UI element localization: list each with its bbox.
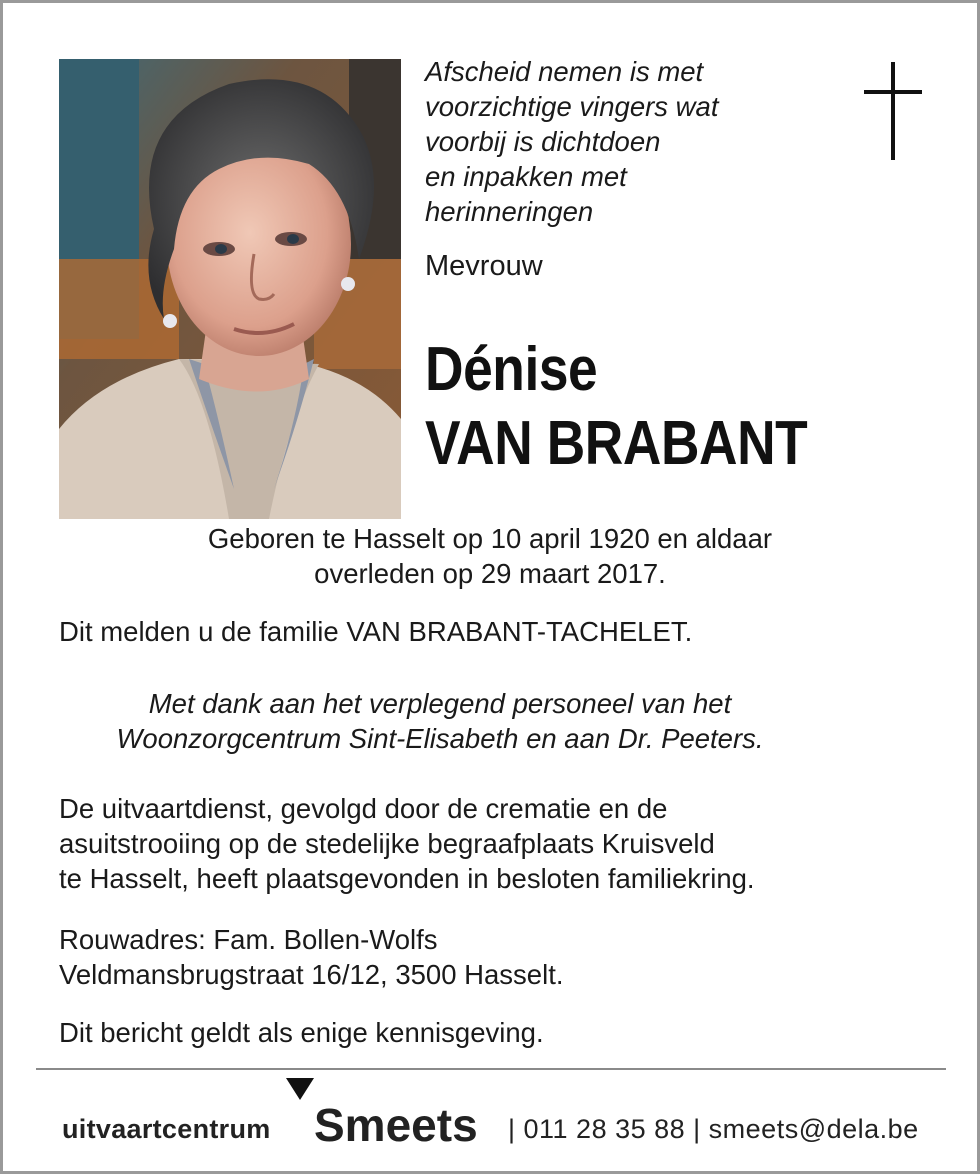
poem-line: voorzichtige vingers wat [425, 91, 719, 122]
poem-line: voorbij is dichtdoen [425, 126, 661, 157]
portrait-photo [59, 59, 401, 519]
poem-line: Afscheid nemen is met [425, 56, 704, 87]
thanks-note [0, 686, 930, 756]
birth-death-line: Geboren te Hasselt op 10 april 1920 en aldaar [207, 523, 773, 554]
honorific: Mevrouw [425, 250, 543, 282]
funeral-line: asuitstrooiing op de stedelijke begraafplaats Kruisveld [59, 828, 715, 859]
last-name: VAN BRABANT [425, 409, 808, 478]
funeral-home-label: uitvaartcentrum [62, 1114, 271, 1144]
poem-line: herinneringen [425, 196, 594, 227]
closing-note: Dit bericht geldt als enige kennisgeving. [59, 1017, 544, 1048]
poem [425, 54, 718, 229]
birth-death-info [0, 521, 980, 591]
poem-line: en inpakken met [425, 161, 627, 192]
funeral-home-footer [62, 1098, 942, 1158]
mourning-address [59, 922, 563, 992]
funeral-paragraph [59, 791, 755, 896]
address-line: Rouwadres: Fam. Bollen-Wolfs [59, 924, 438, 955]
first-name: Dénise [425, 335, 598, 404]
birth-death-line: overleden op 29 maart 2017. [314, 558, 666, 589]
family-notice: Dit melden u de familie VAN BRABANT-TACHELET. [59, 616, 693, 647]
footer-divider [36, 1068, 946, 1070]
thanks-line: Woonzorgcentrum Sint-Elisabeth en aan Dr. Peeters. [116, 723, 764, 754]
funeral-home-name: Smeets [314, 1099, 478, 1151]
thanks-line: Met dank aan het verplegend personeel van het [148, 688, 732, 719]
funeral-line: te Hasselt, heeft plaatsgevonden in besloten familiekring. [59, 863, 755, 894]
address-line: Veldmansbrugstraat 16/12, 3500 Hasselt. [59, 959, 564, 990]
triangle-down-icon [286, 1078, 314, 1100]
funeral-home-contact: | 011 28 35 88 | smeets@dela.be [508, 1114, 919, 1144]
funeral-line: De uitvaartdienst, gevolgd door de crematie en de [59, 793, 668, 824]
cross-icon [864, 62, 922, 160]
